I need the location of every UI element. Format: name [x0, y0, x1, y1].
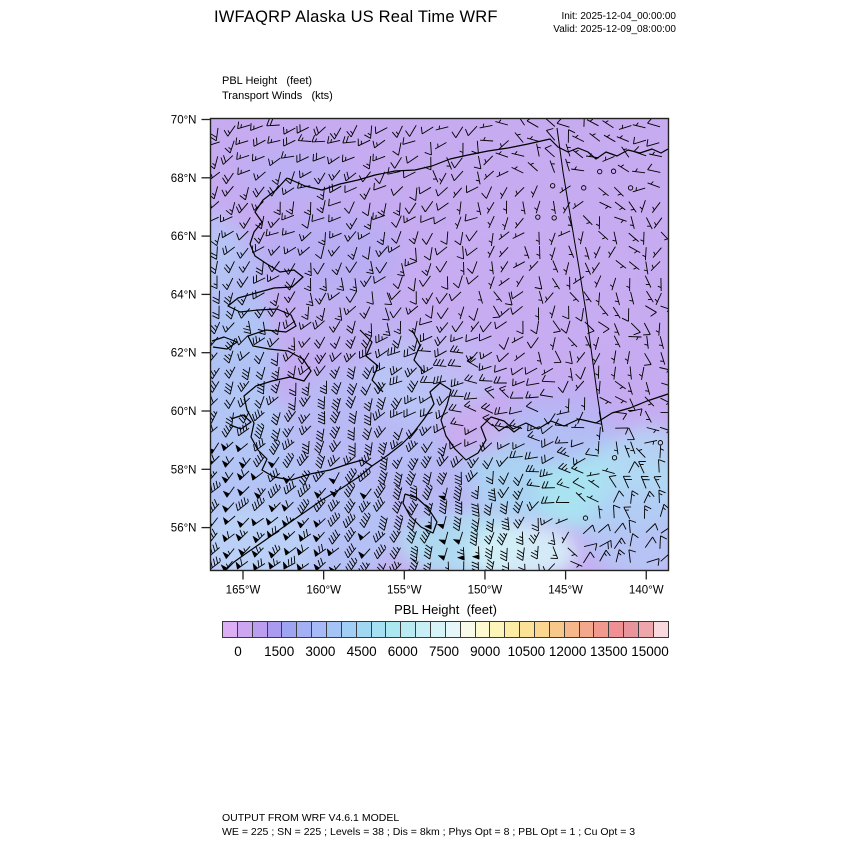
colorbar-cell [267, 621, 283, 638]
colorbar-cell [549, 621, 565, 638]
colorbar-tick-label: 13500 [590, 644, 628, 659]
colorbar-cell [579, 621, 595, 638]
colorbar-cell [475, 621, 491, 638]
colorbar-tick-label: 6000 [387, 644, 418, 659]
colorbar-cell [237, 621, 253, 638]
colorbar-tick-label: 0 [234, 644, 242, 659]
colorbar-tick-label: 10500 [507, 644, 546, 659]
colorbar-cell [593, 621, 609, 638]
longitude-tick-label: 165°W [225, 584, 261, 597]
longitude-tick-label: 145°W [548, 584, 583, 597]
colorbar-cell [371, 621, 387, 638]
field-label-winds: Transport Winds (kts) [222, 90, 333, 102]
colorbar-cell [296, 621, 312, 638]
latitude-tick-label: 56°N [170, 522, 197, 535]
colorbar-cell [653, 621, 669, 638]
colorbar-cell [534, 621, 550, 638]
longitude-tick-label: 140°W [628, 584, 664, 597]
latitude-tick-label: 58°N [170, 464, 197, 477]
colorbar-labels [0, 644, 850, 662]
longitude-tick-label: 160°W [306, 584, 341, 597]
longitude-tick-label: 150°W [467, 584, 503, 597]
page-title: IWFAQRP Alaska US Real Time WRF [214, 8, 498, 26]
latitude-tick-label: 60°N [170, 406, 197, 418]
colorbar-cell [608, 621, 624, 638]
footer-config-line: WE = 225 ; SN = 225 ; Levels = 38 ; Dis = 8km ; Phys Opt = 8 ; PBL Opt = 1 ; Cu Opt = 3 [222, 826, 636, 838]
colorbar-cell [623, 621, 639, 638]
footer-model-line: OUTPUT FROM WRF V4.6.1 MODEL [222, 812, 400, 824]
colorbar-cell [281, 621, 297, 638]
footer-text [222, 811, 635, 839]
map-inner [165, 114, 695, 595]
colorbar-tick-label: 12000 [548, 644, 587, 659]
colorbar-cell [489, 621, 505, 638]
colorbar-cell [445, 621, 461, 638]
colorbar-cell [415, 621, 431, 638]
colorbar-cell [519, 621, 535, 638]
colorbar-cell [222, 621, 238, 638]
pbl-field-patch [510, 130, 690, 270]
colorbar-cell [430, 621, 446, 638]
field-label-pbl: PBL Height (feet) [222, 75, 313, 87]
colorbar-cell [252, 621, 268, 638]
latitude-tick-label: 66°N [170, 231, 197, 244]
valid-time: Valid: 2025-12-09_08:00:00 [553, 24, 676, 35]
colorbar-tick-label: 3000 [305, 644, 336, 659]
colorbar-tick-label: 15000 [631, 644, 669, 659]
colorbar-cell [356, 621, 372, 638]
colorbar-tick-label: 4500 [346, 644, 377, 659]
longitude-tick-label: 155°W [386, 584, 422, 597]
latitude-tick-label: 70°N [170, 114, 197, 127]
colorbar-cell [460, 621, 476, 638]
colorbar-cell [400, 621, 416, 638]
colorbar-title: PBL Height (feet) [394, 602, 497, 617]
pbl-field-patch [240, 145, 350, 205]
colorbar-cell [638, 621, 654, 638]
init-time: Init: 2025-12-04_00:00:00 [561, 11, 676, 22]
colorbar-tick-label: 1500 [264, 644, 295, 659]
colorbar-tick-label: 7500 [428, 644, 460, 659]
latitude-tick-label: 68°N [170, 172, 197, 185]
latitude-tick-label: 62°N [170, 347, 197, 360]
colorbar-tick-label: 9000 [470, 644, 501, 659]
colorbar-cell [564, 621, 580, 638]
colorbar-cell [385, 621, 401, 638]
colorbar [222, 621, 669, 638]
colorbar-cell [341, 621, 357, 638]
latitude-tick-label: 64°N [170, 289, 197, 302]
colorbar-cell [326, 621, 342, 638]
colorbar-cell [504, 621, 520, 638]
pbl-field-patch [585, 490, 695, 580]
colorbar-cell [311, 621, 327, 638]
